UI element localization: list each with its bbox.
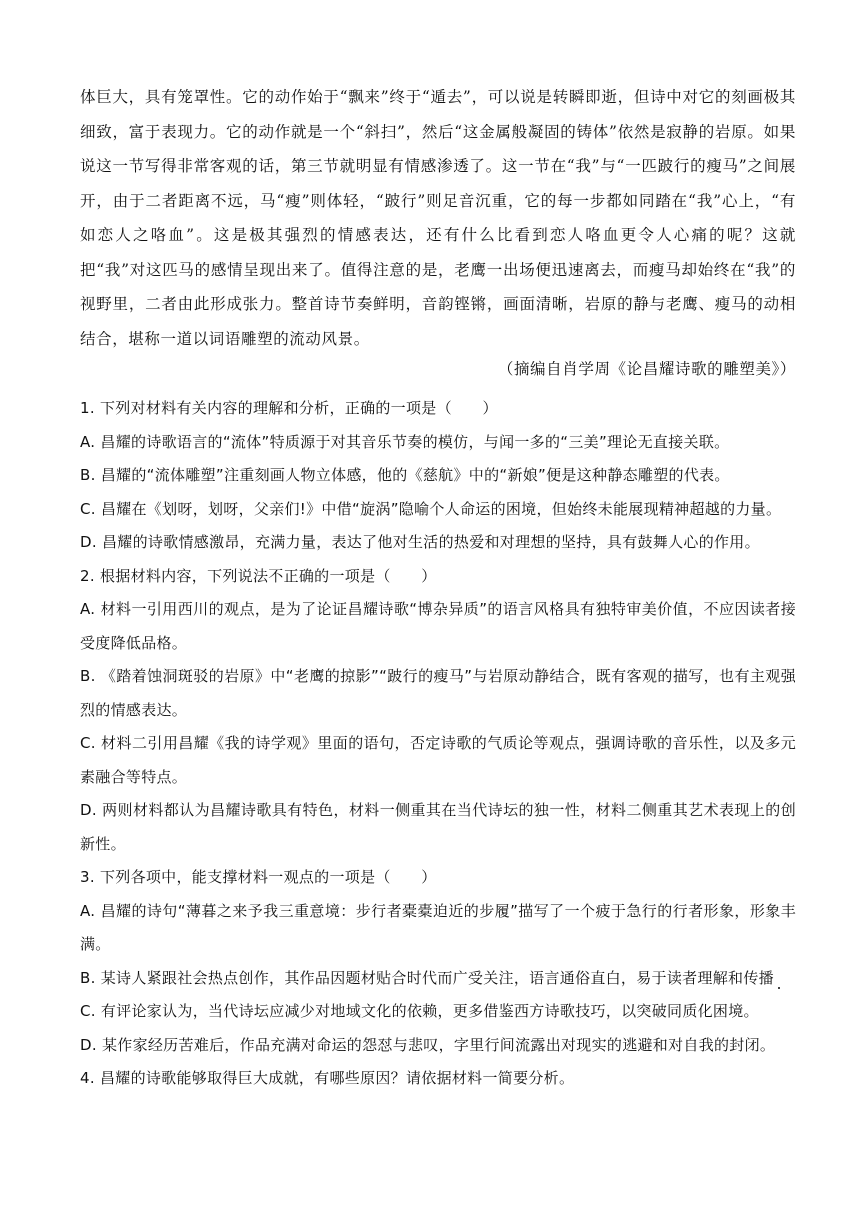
question-1	[80, 392, 796, 560]
questions-section	[80, 392, 796, 1096]
question-1-option-a: A. 昌耀的诗歌语言的“流体”特质源于对其音乐节奏的模仿，与闻一多的“三美”理论无直接关联。	[80, 432, 730, 451]
question-4-stem: 4. 昌耀的诗歌能够取得巨大成就，有哪些原因？请依据材料一简要分析。	[80, 1069, 575, 1087]
passage-text-block	[80, 80, 796, 356]
passage-source: （摘编自肖学周《论昌耀诗歌的雕塑美》）	[497, 360, 796, 378]
question-3-option-a: A. 昌耀的诗句“薄暮之来予我三重意境：步行者橐橐迫近的步履”描写了一个疲于急行的行者形象，形象丰满。	[80, 901, 796, 953]
question-2-option-b: B. 《踏着蚀洞斑驳的岩原》中“老鹰的掠影”“跛行的瘦马”与岩原动静结合，既有客观的描写，也有主观强烈的情感表达。	[80, 667, 796, 719]
question-2-option-c: C. 材料二引用昌耀《我的诗学观》里面的语句，否定诗歌的气质论等观点，强调诗歌的音乐性，以及多元素融合等特点。	[80, 734, 796, 786]
passage-paragraph: 体巨大，具有笼罩性。它的动作始于“飘来”终于“遁去”，可以说是转瞬即逝，但诗中对它的刻画极其细致，富于表现力。它的动作就是一个“斜扫”，然后“这金属般凝固的铸体”依然是寂静的岩原。如果说这一节写得非常客观的话，第三节就明显有情感渗透了。这一节在“我”与“一匹跛行的瘦马”之间展开，由于二者距离不远，马“瘦”则体轻，“跛行”则足音沉重，它的每一步都如同踏在“我”心上，“有如恋人之咯血”。这是极其强烈的情感表达，还有什么比看到恋人咯血更令人心痛的呢？这就把“我”对这匹马的感情呈现出来了。值得注意的是，老鹰一出场便迅速离去，而瘦马却始终在“我”的视野里，二者由此形成张力。整首诗节奏鲜明，音韵铿锵，画面清晰，岩原的静与老鹰、瘦马的动相结合，堪称一道以词语雕塑的流动风景。	[80, 88, 796, 348]
question-3	[80, 861, 796, 1062]
question-3-stem: 3. 下列各项中，能支撑材料一观点的一项是（ ）	[80, 868, 437, 886]
question-1-stem: 1. 下列对材料有关内容的理解和分析，正确的一项是（ ）	[80, 399, 498, 417]
question-4	[80, 1062, 796, 1096]
question-1-option-b: B. 昌耀的“流体雕塑”注重刻画人物立体感，他的《慈航》中的“新娘”便是这种静态雕塑的代表。	[80, 466, 730, 484]
question-3-option-b-row	[80, 962, 796, 996]
question-2-option-d: D. 两则材料都认为昌耀诗歌具有特色，材料一侧重其在当代诗坛的独一性，材料二侧重其艺术表现上的创新性。	[80, 801, 796, 853]
question-2-stem: 2. 根据材料内容，下列说法不正确的一项是（ ）	[80, 566, 437, 585]
stray-mark	[778, 987, 780, 989]
question-2-option-a: A. 材料一引用西川的观点，是为了论证昌耀诗歌“博杂异质”的语言风格具有独特审美价值，不应因读者接受度降低品格。	[80, 600, 796, 652]
question-1-option-c: C. 昌耀在《划呀，划呀，父亲们!》中借“旋涡”隐喻个人命运的困境，但始终未能展现精神超越的力量。	[80, 499, 782, 518]
question-3-option-b: B. 某诗人紧跟社会热点创作，其作品因题材贴合时代而广受关注，语言通俗直白，易于读者理解和传播	[80, 968, 774, 987]
question-1-option-d: D. 昌耀的诗歌情感激昂，充满力量，表达了他对生活的热爱和对理想的坚持，具有鼓舞人心的作用。	[80, 533, 760, 551]
question-3-option-c: C. 有评论家认为，当代诗坛应减少对地域文化的依赖，更多借鉴西方诗歌技巧，以突破同质化困境。	[80, 1002, 759, 1020]
question-3-option-d: D. 某作家经历苦难后，作品充满对命运的怨怼与悲叹，字里行间流露出对现实的逃避和对自我的封闭。	[80, 1035, 776, 1054]
question-2	[80, 560, 796, 862]
